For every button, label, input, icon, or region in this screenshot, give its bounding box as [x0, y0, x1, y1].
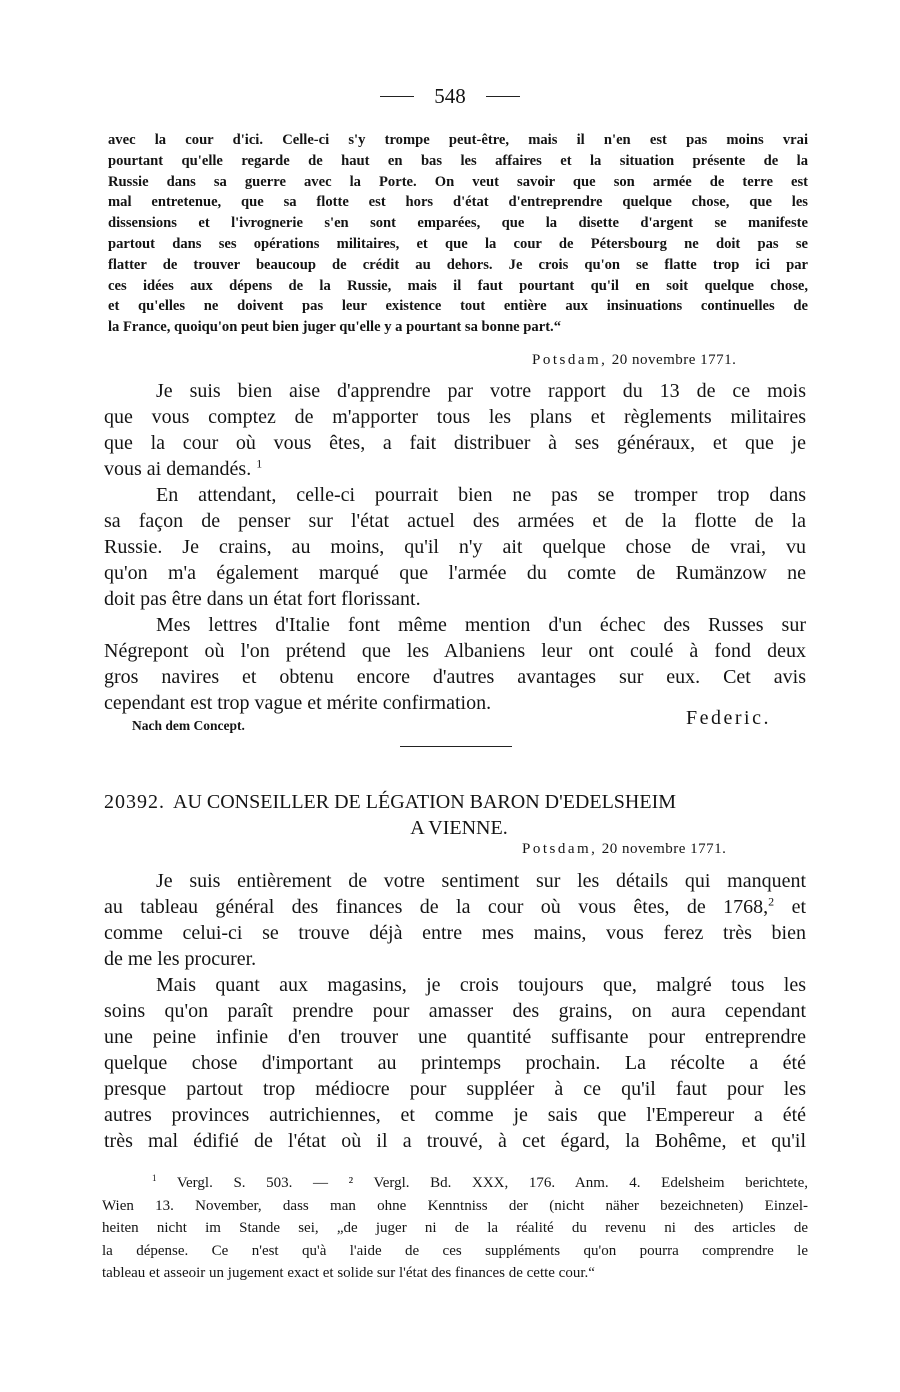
footnote-ref: 1 — [256, 456, 263, 471]
body-line: comme celui-ci se trouve déjà entre mes mains, vous ferez très bien — [104, 922, 806, 944]
quote-line: la France, quoiqu'on peut bien juger qu'elle y a pourtant sa bonne part.“ — [108, 319, 562, 336]
quote-line: Russie dans sa guerre avec la Porte. On veut savoir que son armée de terre est — [108, 173, 808, 190]
page-header — [0, 84, 900, 112]
footnote-mark: 1 — [152, 1173, 157, 1183]
body-line: Russie. Je crains, au moins, qu'il n'y ait quelque chose de vrai, vu — [104, 536, 806, 558]
letter-body — [104, 868, 806, 1154]
body-line: En attendant, celle-ci pourrait bien ne pas se tromper trop dans — [156, 484, 806, 506]
letter-body — [104, 378, 806, 716]
body-line: doit pas être dans un état fort florissant. — [104, 588, 421, 610]
body-line: qu'on m'a également marqué que l'armée du comte de Rumänzow ne — [104, 562, 806, 584]
body-line: autres provinces autrichiennes, et comme je sais que l'Empereur a été — [104, 1104, 806, 1126]
body-line: cependant est trop vague et mérite confirmation. — [104, 692, 492, 714]
dateline-date: 20 novembre 1771. — [611, 352, 737, 368]
quote-line: partout dans ses opérations militaires, et que la cour de Pétersbourg ne doit pas se — [108, 235, 808, 252]
body-line: soins qu'on paraît prendre pour amasser des grains, on aura cependant — [104, 1000, 806, 1022]
body-line: une peine infinie d'en trouver une quantité suffisante pour entreprendre — [104, 1026, 806, 1048]
page-number: 548 — [434, 84, 466, 108]
recipient-line-2: A VIENNE. — [410, 817, 508, 839]
dateline-place: Potsdam, — [532, 352, 608, 368]
source-note: Nach dem Concept. — [132, 718, 245, 733]
quote-line: dissensions et l'ivrognerie s'en sont emparées, que la disette d'argent se manifeste — [108, 215, 808, 232]
body-line: que vous comptez de m'apporter tous les plans et règlements militaires — [104, 406, 806, 428]
quote-line: et qu'elles ne doivent pas leur existence tout entière aux insinuations continuelles de — [108, 298, 808, 315]
body-line: Je suis entièrement de votre sentiment sur les détails qui manquent — [156, 870, 806, 892]
quote-line: mal entretenue, que sa flotte est hors d'état d'entreprendre quelque chose, que les — [108, 194, 808, 211]
body-line: Mes lettres d'Italie font même mention d'un échec des Russes sur — [156, 614, 806, 636]
body-line: Je suis bien aise d'apprendre par votre rapport du 13 de ce mois — [156, 380, 806, 402]
section-divider — [400, 746, 512, 747]
letter-heading — [104, 789, 804, 841]
quote-line: ces idées aux dépens de la Russie, mais il faut pourtant qu'il en soit quelque chose, — [108, 277, 808, 294]
recipient-line-1: AU CONSEILLER DE LÉGATION BARON D'EDELSHEIM — [173, 791, 677, 813]
body-line: presque partout trop médiocre pour suppléer à ce qu'il faut pour les — [104, 1078, 806, 1100]
footnote-line: la dépense. Ce n'est qu'à l'aide de ces suppléments qu'on pourra comprendre le — [102, 1242, 808, 1259]
body-line: Négrepont où l'on prétend que les Albaniens leur ont coulé à fond deux — [104, 640, 806, 662]
body-line: Mais quant aux magasins, je crois toujours que, malgré tous les — [156, 974, 806, 996]
body-line: gros navires et obtenu encore d'autres avantages sur eux. Cet avis — [104, 666, 806, 688]
body-line: sa façon de penser sur l'état actuel des armées et de la flotte de la — [104, 510, 806, 532]
footnote-line: Wien 13. November, dass man ohne Kenntniss der (nicht näher bezeichneten) Einzel- — [102, 1197, 808, 1214]
header-rule-right — [486, 96, 520, 97]
letter-dateline — [532, 352, 736, 369]
dateline-date: 20 novembre 1771. — [601, 841, 727, 857]
footnote-line: heiten nicht im Stande sei, „de juger ni de la réalité du revenu ni des articles de — [102, 1220, 808, 1236]
quote-line: pourtant qu'elle regarde de haut en bas les affaires et la situation présente de la — [108, 152, 808, 169]
letter-dateline — [522, 841, 726, 858]
header-rule-left — [380, 96, 414, 97]
footnote-line: tableau et asseoir un jugement exact et solide sur l'état des finances de cette cour.“ — [102, 1265, 595, 1281]
letter-number: 20392. — [104, 791, 165, 813]
footnote-ref: 2 — [768, 894, 775, 909]
quote-line: flatter de trouver beaucoup de crédit au dehors. Je crois qu'on se flatte trop ici par — [108, 256, 808, 273]
body-line: au tableau général des finances de la cour où vous êtes, de 1768,$^2$ et — [104, 894, 806, 918]
footnotes — [102, 1172, 808, 1285]
body-line: quelque chose d'important au printemps prochain. La récolte a été — [104, 1052, 806, 1074]
quote-line: avec la cour d'ici. Celle-ci s'y trompe peut-être, mais il n'en est pas moins vrai — [108, 132, 808, 148]
body-line: que la cour où vous êtes, a fait distribuer à ses généraux, et que je — [104, 432, 806, 454]
dateline-place: Potsdam, — [522, 841, 598, 857]
body-line: vous ai demandés. $^1$ — [104, 456, 263, 480]
body-line: de me les procurer. — [104, 948, 257, 970]
previous-letter-quote — [108, 130, 808, 338]
body-line: très mal édifié de l'état où il a trouvé, à cet égard, la Bohême, et qu'il — [104, 1130, 806, 1152]
signature: Federic. — [686, 707, 771, 729]
footnote-line: $^1$ Vergl. S. 503. — ² Vergl. Bd. XXX, 176. Anm. 4. Edelsheim berichtete, — [152, 1173, 808, 1191]
